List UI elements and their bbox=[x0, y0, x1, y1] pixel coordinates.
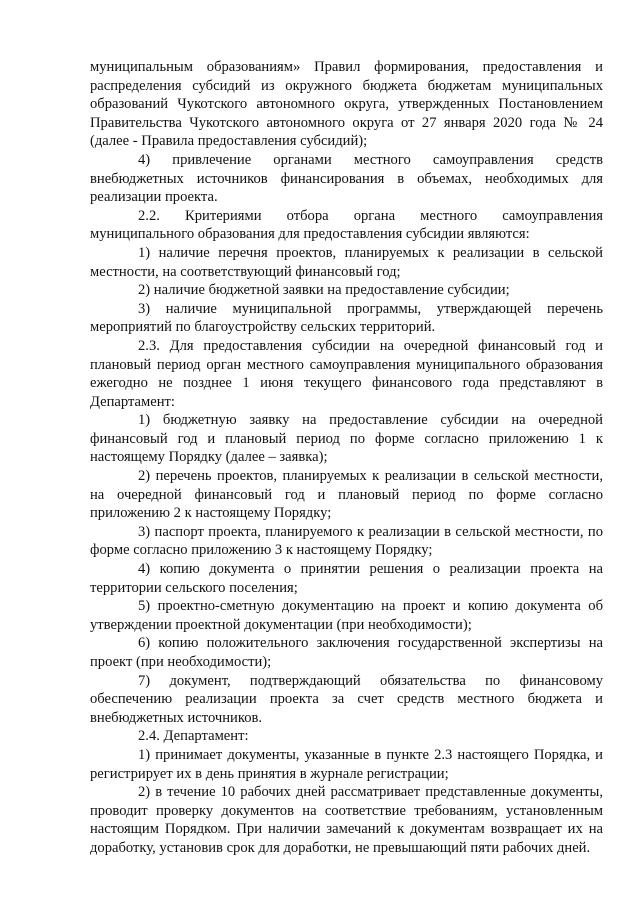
paragraph-doc-6: 6) копию положительного заключения государственной экспертизы на проект (при необходимости); bbox=[90, 635, 603, 670]
paragraph-criteria-2: 2) наличие бюджетной заявки на предоставление субсидии; bbox=[138, 282, 510, 299]
paragraph-doc-2: 2) перечень проектов, планируемых к реализации в сельской местности, на очередной финансовый год и плановый период по форме согласно приложению 2 к настоящему Порядку; bbox=[90, 468, 603, 522]
paragraph-criteria-3: 3) наличие муниципальной программы, утверждающей перечень мероприятий по благоустройству сельских территорий. bbox=[90, 300, 603, 336]
paragraph-section-2-3: 2.3. Для предоставления субсидии на очередной финансовый год и плановый период орган местного самоуправления муниципального образования ежегодно не позднее 1 июня текущего финансового года представляют в Департамент: bbox=[90, 337, 603, 410]
paragraph-dept-2: 2) в течение 10 рабочих дней рассматривает представленные документы, проводит проверку документов на соответствие требованиям, установленным настоящим Порядком. При наличии замечаний к документам возвращает их на доработку, установив срок для доработки, не превышающий пяти рабочих дней. bbox=[90, 784, 603, 856]
paragraph-section-2-2: 2.2. Критериями отбора органа местного самоуправления муниципального образования для предоставления субсидии являются: bbox=[90, 207, 603, 243]
paragraph-dept-1: 1) принимает документы, указанные в пункте 2.3 настоящего Порядка, и регистрирует их в день принятия в журнале регистрации; bbox=[90, 746, 603, 782]
paragraph-doc-7: 7) документ, подтверждающий обязательства по финансовому обеспечению реализации проекта за счет средств местного бюджета и внебюджетных источников. bbox=[90, 672, 603, 726]
paragraph-doc-3: 3) паспорт проекта, планируемого к реализации в сельской местности, по форме согласно приложению 3 к настоящему Порядку; bbox=[90, 523, 603, 559]
paragraph-doc-4: 4) копию документа о принятии решения о реализации проекта на территории сельского поселения; bbox=[90, 561, 603, 596]
paragraph-section-2-4: 2.4. Департамент: bbox=[138, 728, 249, 745]
paragraph-item-4-extrabudgetary: 4) привлечение органами местного самоуправления средств внебюджетных источников финансирования в объемах, необходимых для реализации проекта. bbox=[90, 151, 603, 206]
document-page bbox=[90, 58, 603, 858]
paragraph-criteria-1: 1) наличие перечня проектов, планируемых к реализации в сельской местности, на соответствующий финансовый год; bbox=[90, 244, 603, 280]
paragraph-doc-1: 1) бюджетную заявку на предоставление субсидии на очередной финансовый год и плановый период по форме согласно приложению 1 к настоящему Порядку (далее – заявка); bbox=[90, 412, 603, 466]
paragraph-doc-5: 5) проектно-сметную документацию на проект и копию документа об утверждении проектной документации (при необходимости); bbox=[90, 598, 603, 633]
paragraph-continuation: муниципальным образованиям» Правил формирования, предоставления и распределения субсидий из окружного бюджета бюджетам муниципальных образований Чукотского автономного округа, утвержденных Постановлением Правительства Чукотского автономного округа от 27 января 2020 года № 24 (далее - Правила предоставления субсидий); bbox=[90, 59, 603, 150]
